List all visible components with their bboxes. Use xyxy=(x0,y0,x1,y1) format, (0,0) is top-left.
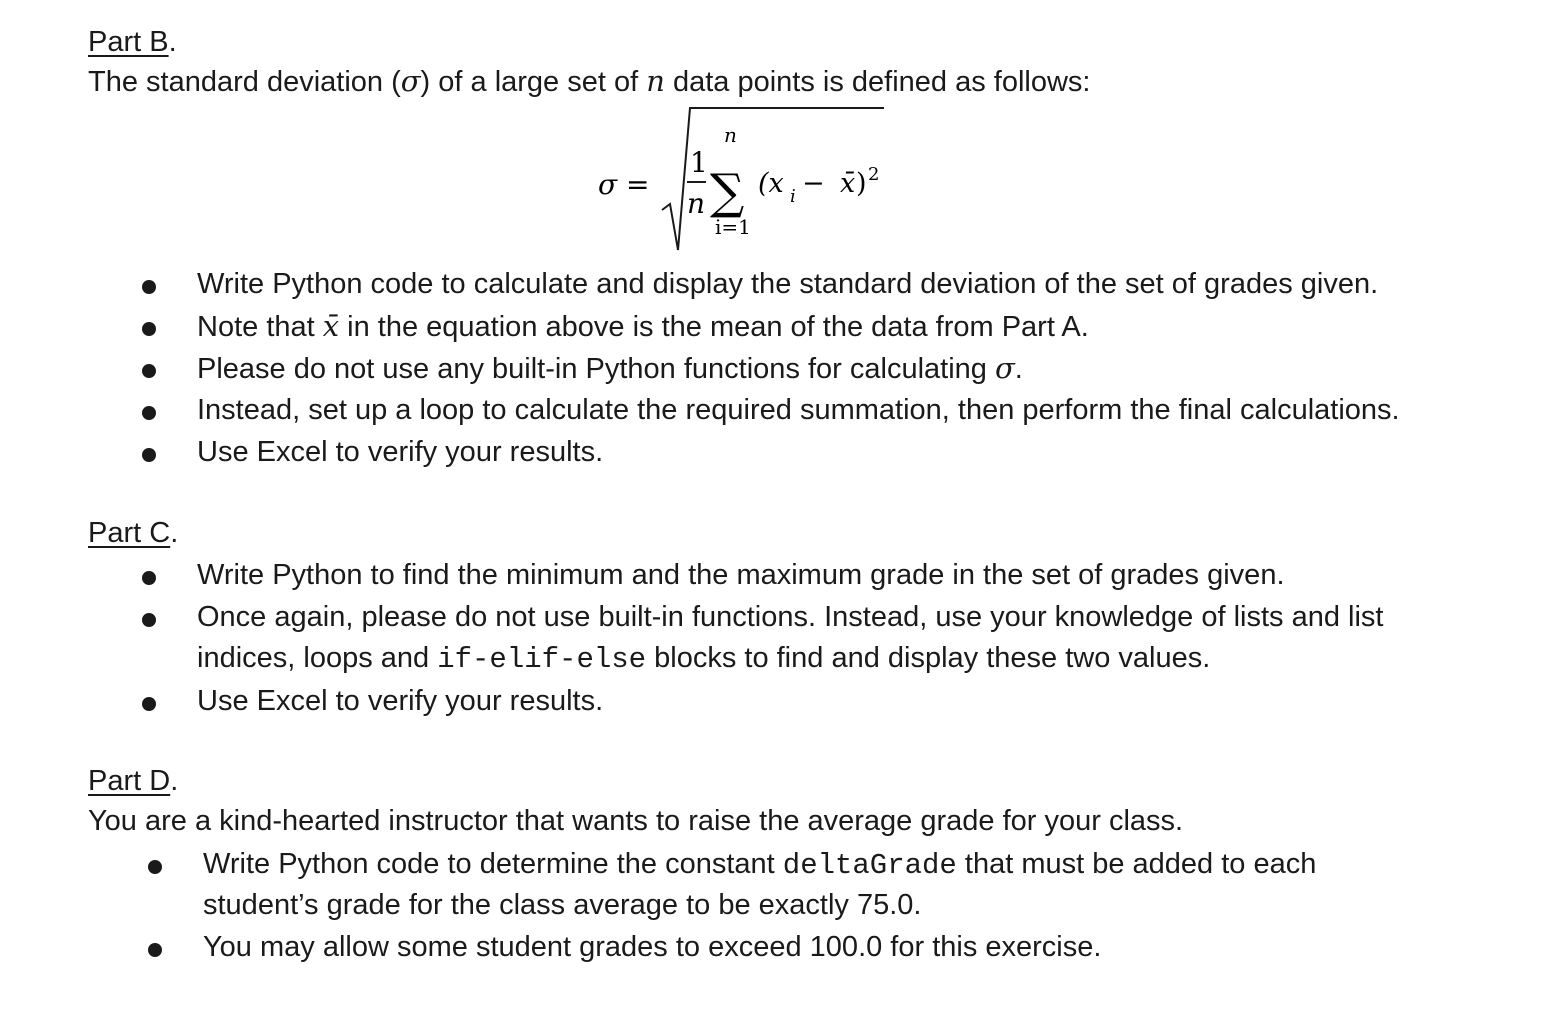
part-d-bullet-1-line-2: student’s grade for the class average to be exactly 75.0. xyxy=(203,889,922,921)
bullet-dot xyxy=(148,860,162,874)
part-d-intro: You are a kind-hearted instructor that wants to raise the average grade for your class. xyxy=(88,805,1184,837)
part-d-bullet-2: You may allow some student grades to exceed 100.0 for this exercise. xyxy=(203,931,1102,963)
term-subscript: i xyxy=(790,186,796,207)
bullet-dot xyxy=(142,322,156,336)
part-b-bullet-5: Use Excel to verify your results. xyxy=(197,436,604,468)
part-c-bullet-1: Write Python to find the minimum and the maximum grade in the set of grades given. xyxy=(197,559,1285,591)
bullet-dot xyxy=(142,448,156,462)
bullet-dot xyxy=(142,364,156,378)
term-power: 2 xyxy=(868,164,880,185)
sum-upper-limit: n xyxy=(724,123,737,147)
sum-lower-limit: i=1 xyxy=(715,215,751,239)
part-c-heading: Part C. xyxy=(88,517,179,549)
bullet-dot xyxy=(142,280,156,294)
term-close: ) xyxy=(856,168,867,199)
part-c-bullet-2-line-1: Once again, please do not use built-in functions. Instead, use your knowledge of lists and list xyxy=(197,601,1384,633)
part-b-bullet-4: Instead, set up a loop to calculate the required summation, then perform the final calculations. xyxy=(197,394,1400,426)
bullet-dot xyxy=(142,571,156,585)
bullet-dot xyxy=(142,613,156,627)
part-b-heading: Part B. xyxy=(88,26,177,58)
part-d-bullet-1-line-1: Write Python code to determine the constant deltaGrade that must be added to each xyxy=(203,848,1317,882)
fraction-denominator: n xyxy=(687,187,706,220)
part-b-bullet-1: Write Python code to calculate and display the standard deviation of the set of grades given. xyxy=(197,268,1379,300)
code-deltaGrade: deltaGrade xyxy=(782,849,957,882)
part-c-bullet-2-line-2: indices, loops and if-elif-else blocks to find and display these two values. xyxy=(197,642,1211,676)
sum-symbol: ∑ xyxy=(710,164,745,220)
term-xbar: x̄ xyxy=(840,168,856,199)
std-dev-formula xyxy=(590,100,900,260)
part-b-bullet-3: Please do not use any built-in Python functions for calculating σ. xyxy=(197,351,1023,385)
formula-lhs: σ = xyxy=(598,168,650,201)
bullet-dot xyxy=(142,697,156,711)
part-d-heading: Part D. xyxy=(88,765,179,797)
part-b-intro: The standard deviation (σ) of a large set of n data points is defined as follows: xyxy=(88,64,1091,98)
code-if-elif-else: if-elif-else xyxy=(437,643,647,676)
bullet-dot xyxy=(142,406,156,420)
bullet-dot xyxy=(148,943,162,957)
part-c-bullet-3: Use Excel to verify your results. xyxy=(197,685,604,717)
term-open: (x xyxy=(758,168,784,199)
term-minus: − xyxy=(802,168,825,199)
part-b-bullet-2: Note that x̄ in the equation above is the mean of the data from Part A. xyxy=(197,309,1089,343)
fraction-numerator: 1 xyxy=(690,146,708,179)
